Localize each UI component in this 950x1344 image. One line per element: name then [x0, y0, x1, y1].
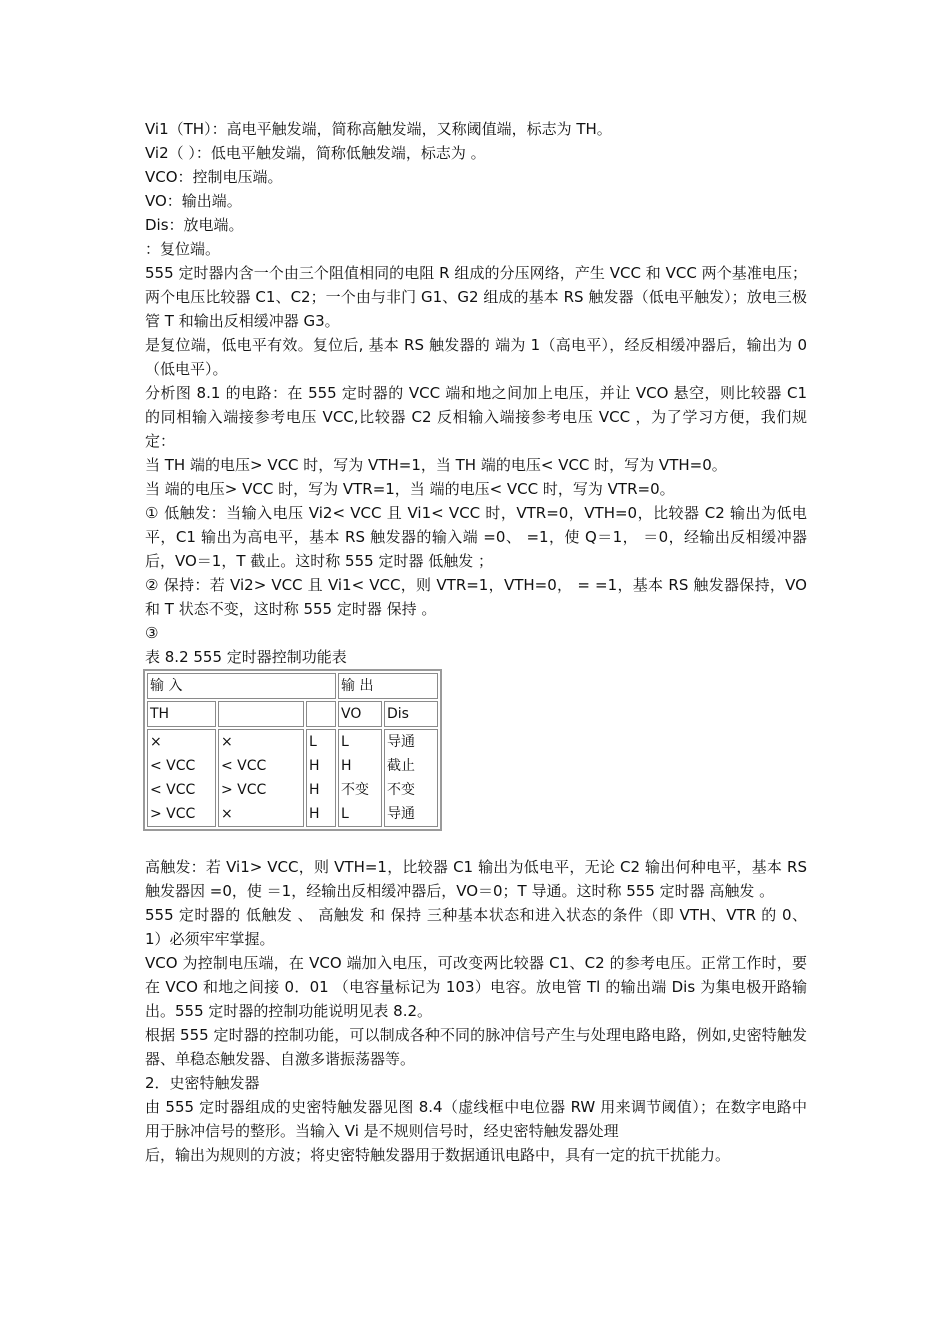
table-cell-dis [384, 729, 438, 827]
paragraph-low-trigger: ① 低触发：当输入电压 Vi2< VCC 且 Vi1< VCC 时，VTR=0，VTH=0，比较器 C2 输出为低电平，C1 输出为高电平，基本 RS 触发器的输入端 =0、 =1，使 Q＝1， ＝0，经输出反相缓冲器后，VO＝1，T 截止。这时称 555 定时器 低触发 ； [145, 504, 807, 570]
paragraph-dis: Dis：放电端。 [145, 216, 244, 234]
paragraph-reset-active-low: 是复位端，低电平有效。复位后, 基本 RS 触发器的 端为 1（高电平），经反相缓冲器后，输出为 0（低电平）。 [145, 336, 807, 378]
table-cell: × [221, 806, 233, 822]
table-cell: 导通 [387, 806, 415, 822]
table-cell: 不变 [387, 782, 415, 798]
table-header-row [147, 673, 438, 699]
paragraph-schmitt-output: 后，输出为规则的方波；将史密特触发器用于数据通讯电路中，具有一定的抗干扰能力。 [145, 1146, 731, 1164]
paragraph-vi1: Vi1（TH）：高电平触发端，简称高触发端，又称阈值端，标志为 TH。 [145, 120, 612, 138]
paragraph-circuit-analysis: 分析图 8.1 的电路：在 555 定时器的 VCC 端和地之间加上电压，并让 VCO 悬空，则比较器 C1 的同相输入端接参考电压 VCC,比较器 C2 反相输入端接参考电压 VCC ，为了学习方便，我们规定： [145, 384, 807, 450]
table-cell-th [147, 729, 216, 827]
table-subheader-cell: VO [338, 701, 382, 727]
spacer [145, 831, 807, 855]
paragraph-item-3: ③ [145, 624, 159, 642]
paragraph-hold: ② 保持：若 Vi2> VCC 且 Vi1< VCC，则 VTR=1，VTH=0， = =1，基本 RS 触发器保持，VO 和 T 状态不变，这时称 555 定时器 保持 。 [145, 576, 807, 618]
table-cell: 截止 [387, 758, 415, 774]
table-cell-vo [338, 729, 382, 827]
table-cell: L [341, 734, 349, 750]
table-cell: × [221, 734, 233, 750]
table-cell: 导通 [387, 734, 415, 750]
paragraph-vth-rule: 当 TH 端的电压> VCC 时，写为 VTH=1，当 TH 端的电压< VCC 时，写为 VTH=0。 [145, 456, 727, 474]
control-function-table [143, 669, 442, 831]
table-cell: < VCC [221, 758, 267, 774]
table-cell: < VCC [150, 782, 196, 798]
table-subheader-cell [306, 701, 336, 727]
table-cell: L [309, 734, 317, 750]
table-header-output: 输 出 [338, 673, 438, 699]
paragraph-three-states: 555 定时器的 低触发 、 高触发 和 保持 三种基本状态和进入状态的条件（即 VTH、VTR 的 0、 1）必须牢牢掌握。 [145, 906, 807, 948]
paragraph-applications: 根据 555 定时器的控制功能，可以制成各种不同的脉冲信号产生与处理电路电路，例如,史密特触发器、单稳态触发器、自激多谐振荡器等。 [145, 1026, 807, 1068]
paragraph-reset: ：复位端。 [145, 240, 221, 258]
table-cell: H [309, 758, 320, 774]
table-subheader-row [147, 701, 438, 727]
table-cell: < VCC [150, 758, 196, 774]
paragraph-vco-control: VCO 为控制电压端，在 VCO 端加入电压，可改变两比较器 C1、C2 的参考电压。正常工作时，要在 VCO 和地之间接 0．01 （电容量标记为 103）电容。放电管 Tl 的输出端 Dis 为集电极开路输出。555 定时器的控制功能说明见表 8.2。 [145, 954, 807, 1020]
table-subheader-cell: Dis [384, 701, 438, 727]
table-cell: × [150, 734, 162, 750]
table-header-input: 输 入 [147, 673, 336, 699]
document-body [145, 117, 807, 1167]
paragraph-schmitt-intro: 由 555 定时器组成的史密特触发器见图 8.4（虚线框中电位器 RW 用来调节阈值）；在数字电路中用于脉冲信号的整形。当输入 Vi 是不规则信号时，经史密特触发器处理 [145, 1098, 807, 1140]
table-cell: > VCC [150, 806, 196, 822]
table-cell-tr [218, 729, 304, 827]
table-body-row [147, 729, 438, 827]
table-subheader-cell [218, 701, 304, 727]
table-cell: H [309, 782, 320, 798]
paragraph-vo: VO：输出端。 [145, 192, 242, 210]
table-cell: > VCC [221, 782, 267, 798]
paragraph-555-structure: 555 定时器内含一个由三个阻值相同的电阻 R 组成的分压网络，产生 VCC 和 VCC 两个基准电压；两个电压比较器 C1、C2；一个由与非门 G1、G2 组成的基本 RS 触发器（低电平触发）；放电三极管 T 和输出反相缓冲器 G3。 [145, 264, 807, 330]
paragraph-vi2: Vi2（ ）：低电平触发端，简称低触发端，标志为 。 [145, 144, 486, 162]
table-cell: H [309, 806, 320, 822]
table-cell: 不变 [341, 782, 369, 798]
table-subheader-cell: TH [147, 701, 216, 727]
table-cell: L [341, 806, 349, 822]
paragraph-high-trigger: 高触发：若 Vi1> VCC，则 VTH=1，比较器 C1 输出为低电平，无论 C2 输出何种电平，基本 RS 触发器因 =0，使 ＝1，经输出反相缓冲器后，VO＝0；T 导通。这时称 555 定时器 高触发 。 [145, 858, 807, 900]
paragraph-vco: VCO：控制电压端。 [145, 168, 283, 186]
table-cell: H [341, 758, 352, 774]
section-heading-schmitt: 2．史密特触发器 [145, 1074, 260, 1092]
table-cell-rd [306, 729, 336, 827]
table-title: 表 8.2 555 定时器控制功能表 [145, 648, 347, 666]
paragraph-vtr-rule: 当 端的电压> VCC 时，写为 VTR=1，当 端的电压< VCC 时，写为 VTR=0。 [145, 480, 675, 498]
